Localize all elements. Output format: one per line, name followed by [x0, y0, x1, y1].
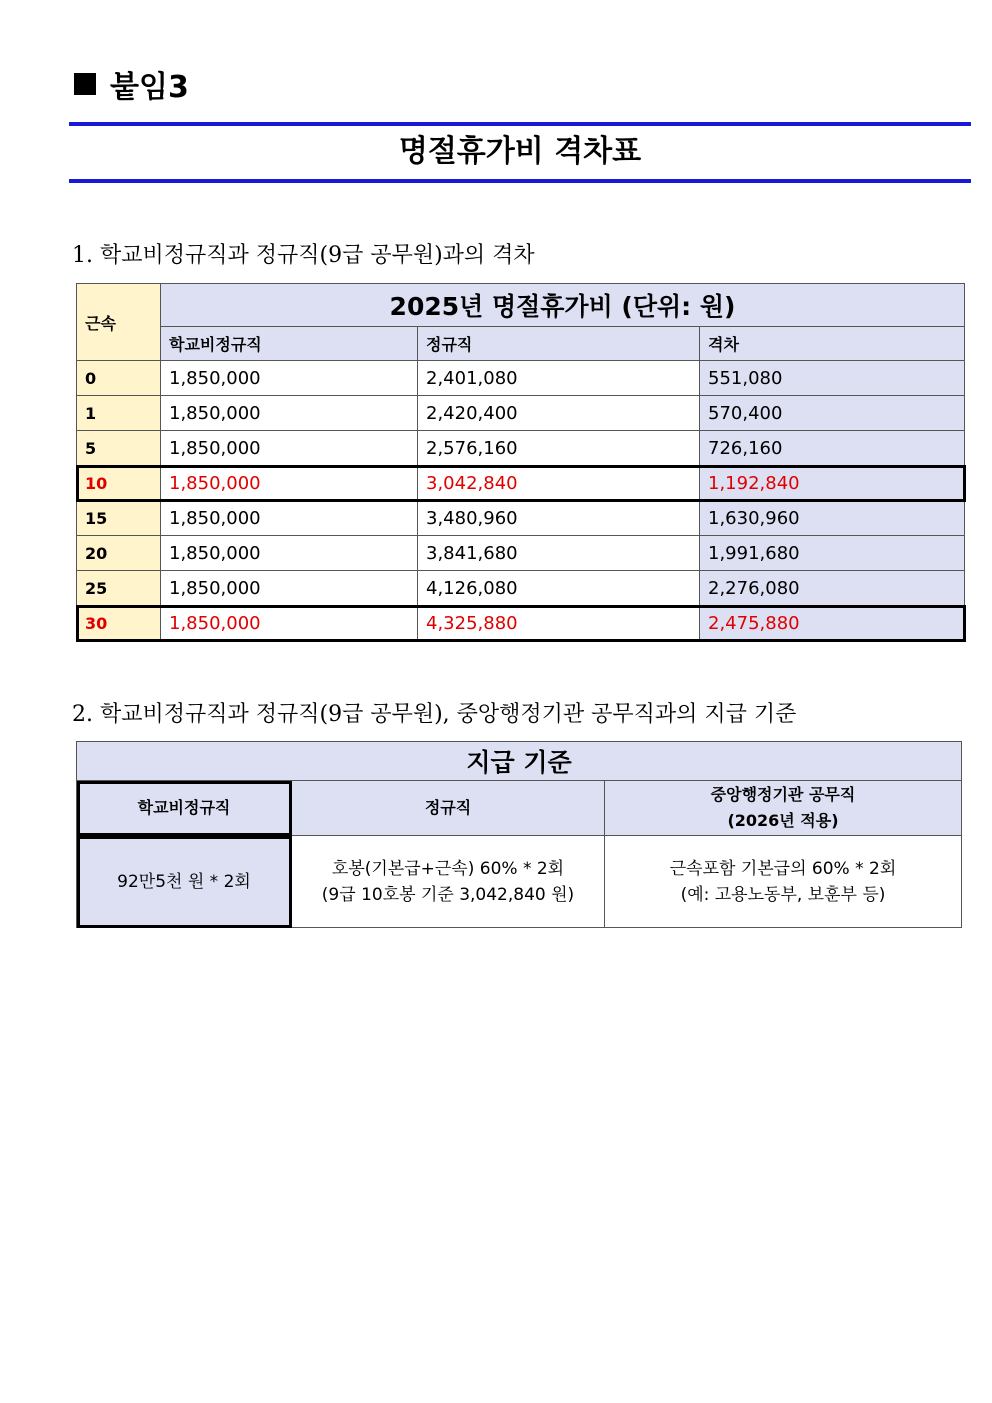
tenure-cell: 15: [77, 501, 161, 536]
tenure-cell: 10: [77, 466, 161, 501]
section1-heading: 1. 학교비정규직과 정규직(9급 공무원)과의 격차: [72, 243, 535, 268]
criteria-header-irregular: 학교비정규직: [77, 781, 292, 836]
criteria-central-agency-value: [605, 836, 962, 928]
table-row: [77, 571, 965, 606]
table-row: [77, 431, 965, 466]
title-rule-bottom: [69, 179, 971, 183]
gap-cell: 551,080: [700, 361, 965, 396]
gap-cell: 570,400: [700, 396, 965, 431]
table-row: [77, 396, 965, 431]
irregular-cell: 1,850,000: [161, 466, 418, 501]
irregular-cell: 1,850,000: [161, 606, 418, 641]
gap-cell: 1,991,680: [700, 536, 965, 571]
payment-criteria-table: [76, 741, 962, 928]
criteria-header-central-agency-line2: (2026년 적용): [727, 811, 839, 830]
table-row: [77, 361, 965, 396]
tenure-cell: 20: [77, 536, 161, 571]
criteria-regular-line2: (9급 10호봉 기준 3,042,840 원): [321, 884, 575, 905]
tenure-cell: 1: [77, 396, 161, 431]
regular-cell: 3,480,960: [418, 501, 700, 536]
irregular-cell: 1,850,000: [161, 431, 418, 466]
attachment-text: 붙임3: [110, 70, 189, 105]
section2-heading: 2. 학교비정규직과 정규직(9급 공무원), 중앙행정기관 공무직과의 지급 기준: [72, 702, 797, 727]
criteria-main-header: 지급 기준: [77, 742, 962, 781]
page-title: 명절휴가비 격차표: [398, 134, 642, 169]
tenure-header: 근속: [77, 284, 161, 361]
regular-cell: 2,401,080: [418, 361, 700, 396]
black-square-icon: [74, 73, 96, 95]
table-row: [77, 466, 965, 501]
table-main-header: 2025년 명절휴가비 (단위: 원): [161, 284, 965, 327]
regular-cell: 2,576,160: [418, 431, 700, 466]
column-header-gap: 격차: [700, 327, 965, 361]
criteria-central-agency-line1: 근속포함 기본급의 60% * 2회: [669, 858, 897, 879]
gap-cell: 1,630,960: [700, 501, 965, 536]
criteria-header-regular: 정규직: [292, 781, 605, 836]
tenure-cell: 5: [77, 431, 161, 466]
attachment-label: [74, 62, 189, 106]
irregular-cell: 1,850,000: [161, 501, 418, 536]
gap-cell: 726,160: [700, 431, 965, 466]
irregular-cell: 1,850,000: [161, 396, 418, 431]
gap-cell: 1,192,840: [700, 466, 965, 501]
column-header-regular: 정규직: [418, 327, 700, 361]
criteria-header-central-agency-line1: 중앙행정기관 공무직: [710, 785, 856, 804]
irregular-cell: 1,850,000: [161, 361, 418, 396]
table-row: [77, 501, 965, 536]
tenure-cell: 25: [77, 571, 161, 606]
regular-cell: 2,420,400: [418, 396, 700, 431]
irregular-cell: 1,850,000: [161, 571, 418, 606]
criteria-regular-line1: 호봉(기본급+근속) 60% * 2회: [331, 858, 565, 879]
regular-cell: 3,841,680: [418, 536, 700, 571]
title-rule-top: [69, 122, 971, 126]
regular-cell: 4,126,080: [418, 571, 700, 606]
criteria-central-agency-line2: (예: 고용노동부, 보훈부 등): [680, 884, 886, 905]
table-row: [77, 606, 965, 641]
regular-cell: 3,042,840: [418, 466, 700, 501]
gap-table: [76, 283, 965, 641]
criteria-regular-value: [292, 836, 605, 928]
criteria-irregular-value: 92만5천 원 * 2회: [77, 836, 292, 928]
regular-cell: 4,325,880: [418, 606, 700, 641]
gap-table-body: [77, 361, 965, 641]
column-header-irregular: 학교비정규직: [161, 327, 418, 361]
irregular-cell: 1,850,000: [161, 536, 418, 571]
gap-cell: 2,475,880: [700, 606, 965, 641]
tenure-cell: 30: [77, 606, 161, 641]
table-row: [77, 536, 965, 571]
tenure-cell: 0: [77, 361, 161, 396]
gap-cell: 2,276,080: [700, 571, 965, 606]
criteria-header-central-agency: [605, 781, 962, 836]
